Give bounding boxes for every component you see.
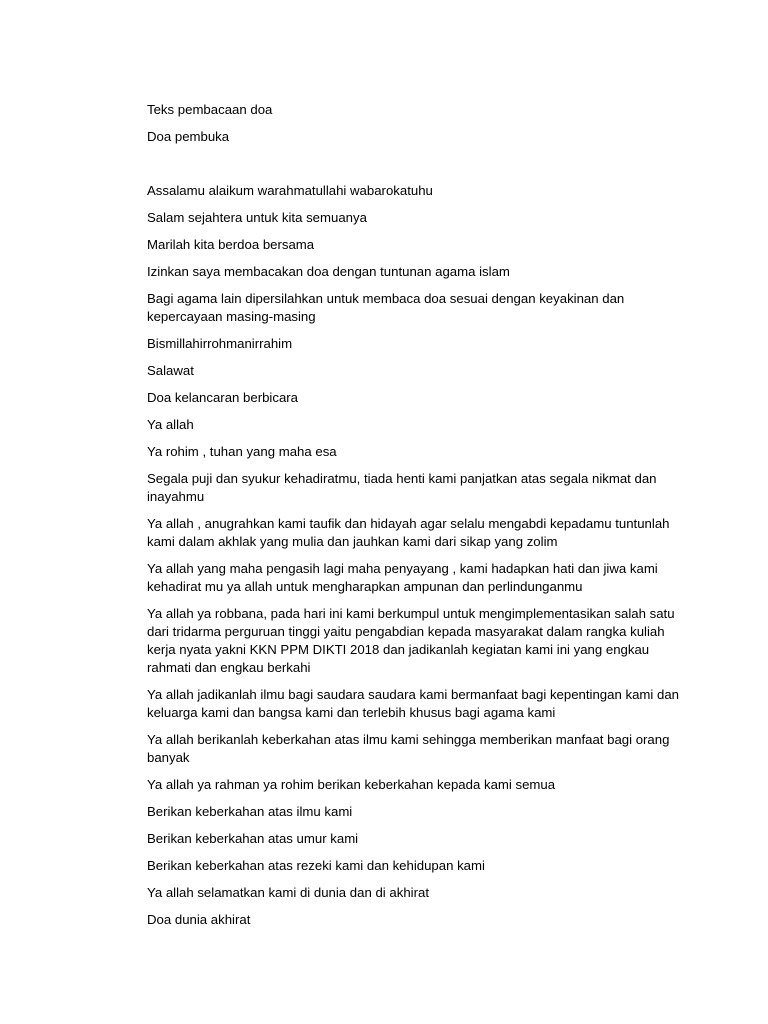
document-title: Teks pembacaan doa: [147, 102, 273, 117]
document-paragraph: Bismillahirrohmanirrahim: [147, 336, 293, 351]
document-paragraph: Doa kelancaran berbicara: [147, 390, 299, 405]
document-paragraph: Segala puji dan syukur kehadiratmu, tiada henti kami panjatkan atas segala nikmat dan inayahmu: [147, 471, 657, 504]
document-paragraph: Ya allah jadikanlah ilmu bagi saudara saudara kami bermanfaat bagi kepentingan kami dan keluarga kami dan bangsa kami dan terlebih khusus bagi agama kami: [147, 687, 679, 720]
document-paragraph: Ya allah: [147, 417, 194, 432]
document-paragraph: Marilah kita berdoa bersama: [147, 237, 315, 252]
document-paragraph: Doa dunia akhirat: [147, 912, 251, 927]
document-body: [147, 101, 687, 938]
document-paragraph: Bagi agama lain dipersilahkan untuk membaca doa sesuai dengan keyakinan dan kepercayaan masing-masing: [147, 291, 625, 324]
document-paragraph: Berikan keberkahan atas ilmu kami: [147, 804, 353, 819]
document-paragraph: Assalamu alaikum warahmatullahi wabarokatuhu: [147, 183, 433, 198]
document-paragraph: Salam sejahtera untuk kita semuanya: [147, 210, 367, 225]
document-subtitle: Doa pembuka: [147, 129, 230, 144]
document-paragraph: Salawat: [147, 363, 194, 378]
document-paragraph: Izinkan saya membacakan doa dengan tuntunan agama islam: [147, 264, 510, 279]
document-paragraph: Ya rohim , tuhan yang maha esa: [147, 444, 337, 459]
document-paragraph: Berikan keberkahan atas umur kami: [147, 831, 359, 846]
document-paragraph: Ya allah ya rahman ya rohim berikan keberkahan kepada kami semua: [147, 777, 556, 792]
document-paragraph: Berikan keberkahan atas rezeki kami dan kehidupan kami: [147, 858, 485, 873]
document-paragraph: Ya allah , anugrahkan kami taufik dan hidayah agar selalu mengabdi kepadamu tuntunlah kami dalam akhlak yang mulia dan jauhkan kami dari sikap yang zolim: [147, 516, 670, 549]
document-paragraph: Ya allah ya robbana, pada hari ini kami berkumpul untuk mengimplementasikan salah satu dari tridarma perguruan tinggi yaitu pengabdian kepada masyarakat dalam rangka kuliah kerja nyata yakni KKN PPM DIKTI 2018 dan jadikanlah kegiatan kami ini yang engkau rahmati dan engkau berkahi: [147, 606, 675, 675]
document-paragraph: Ya allah berikanlah keberkahan atas ilmu kami sehingga memberikan manfaat bagi orang banyak: [147, 732, 670, 765]
document-paragraph: Ya allah yang maha pengasih lagi maha penyayang , kami hadapkan hati dan jiwa kami kehadirat mu ya allah untuk mengharapkan ampunan dan perlindunganmu: [147, 561, 658, 594]
paragraph-list: [147, 182, 687, 929]
document-paragraph: Ya allah selamatkan kami di dunia dan di akhirat: [147, 885, 429, 900]
